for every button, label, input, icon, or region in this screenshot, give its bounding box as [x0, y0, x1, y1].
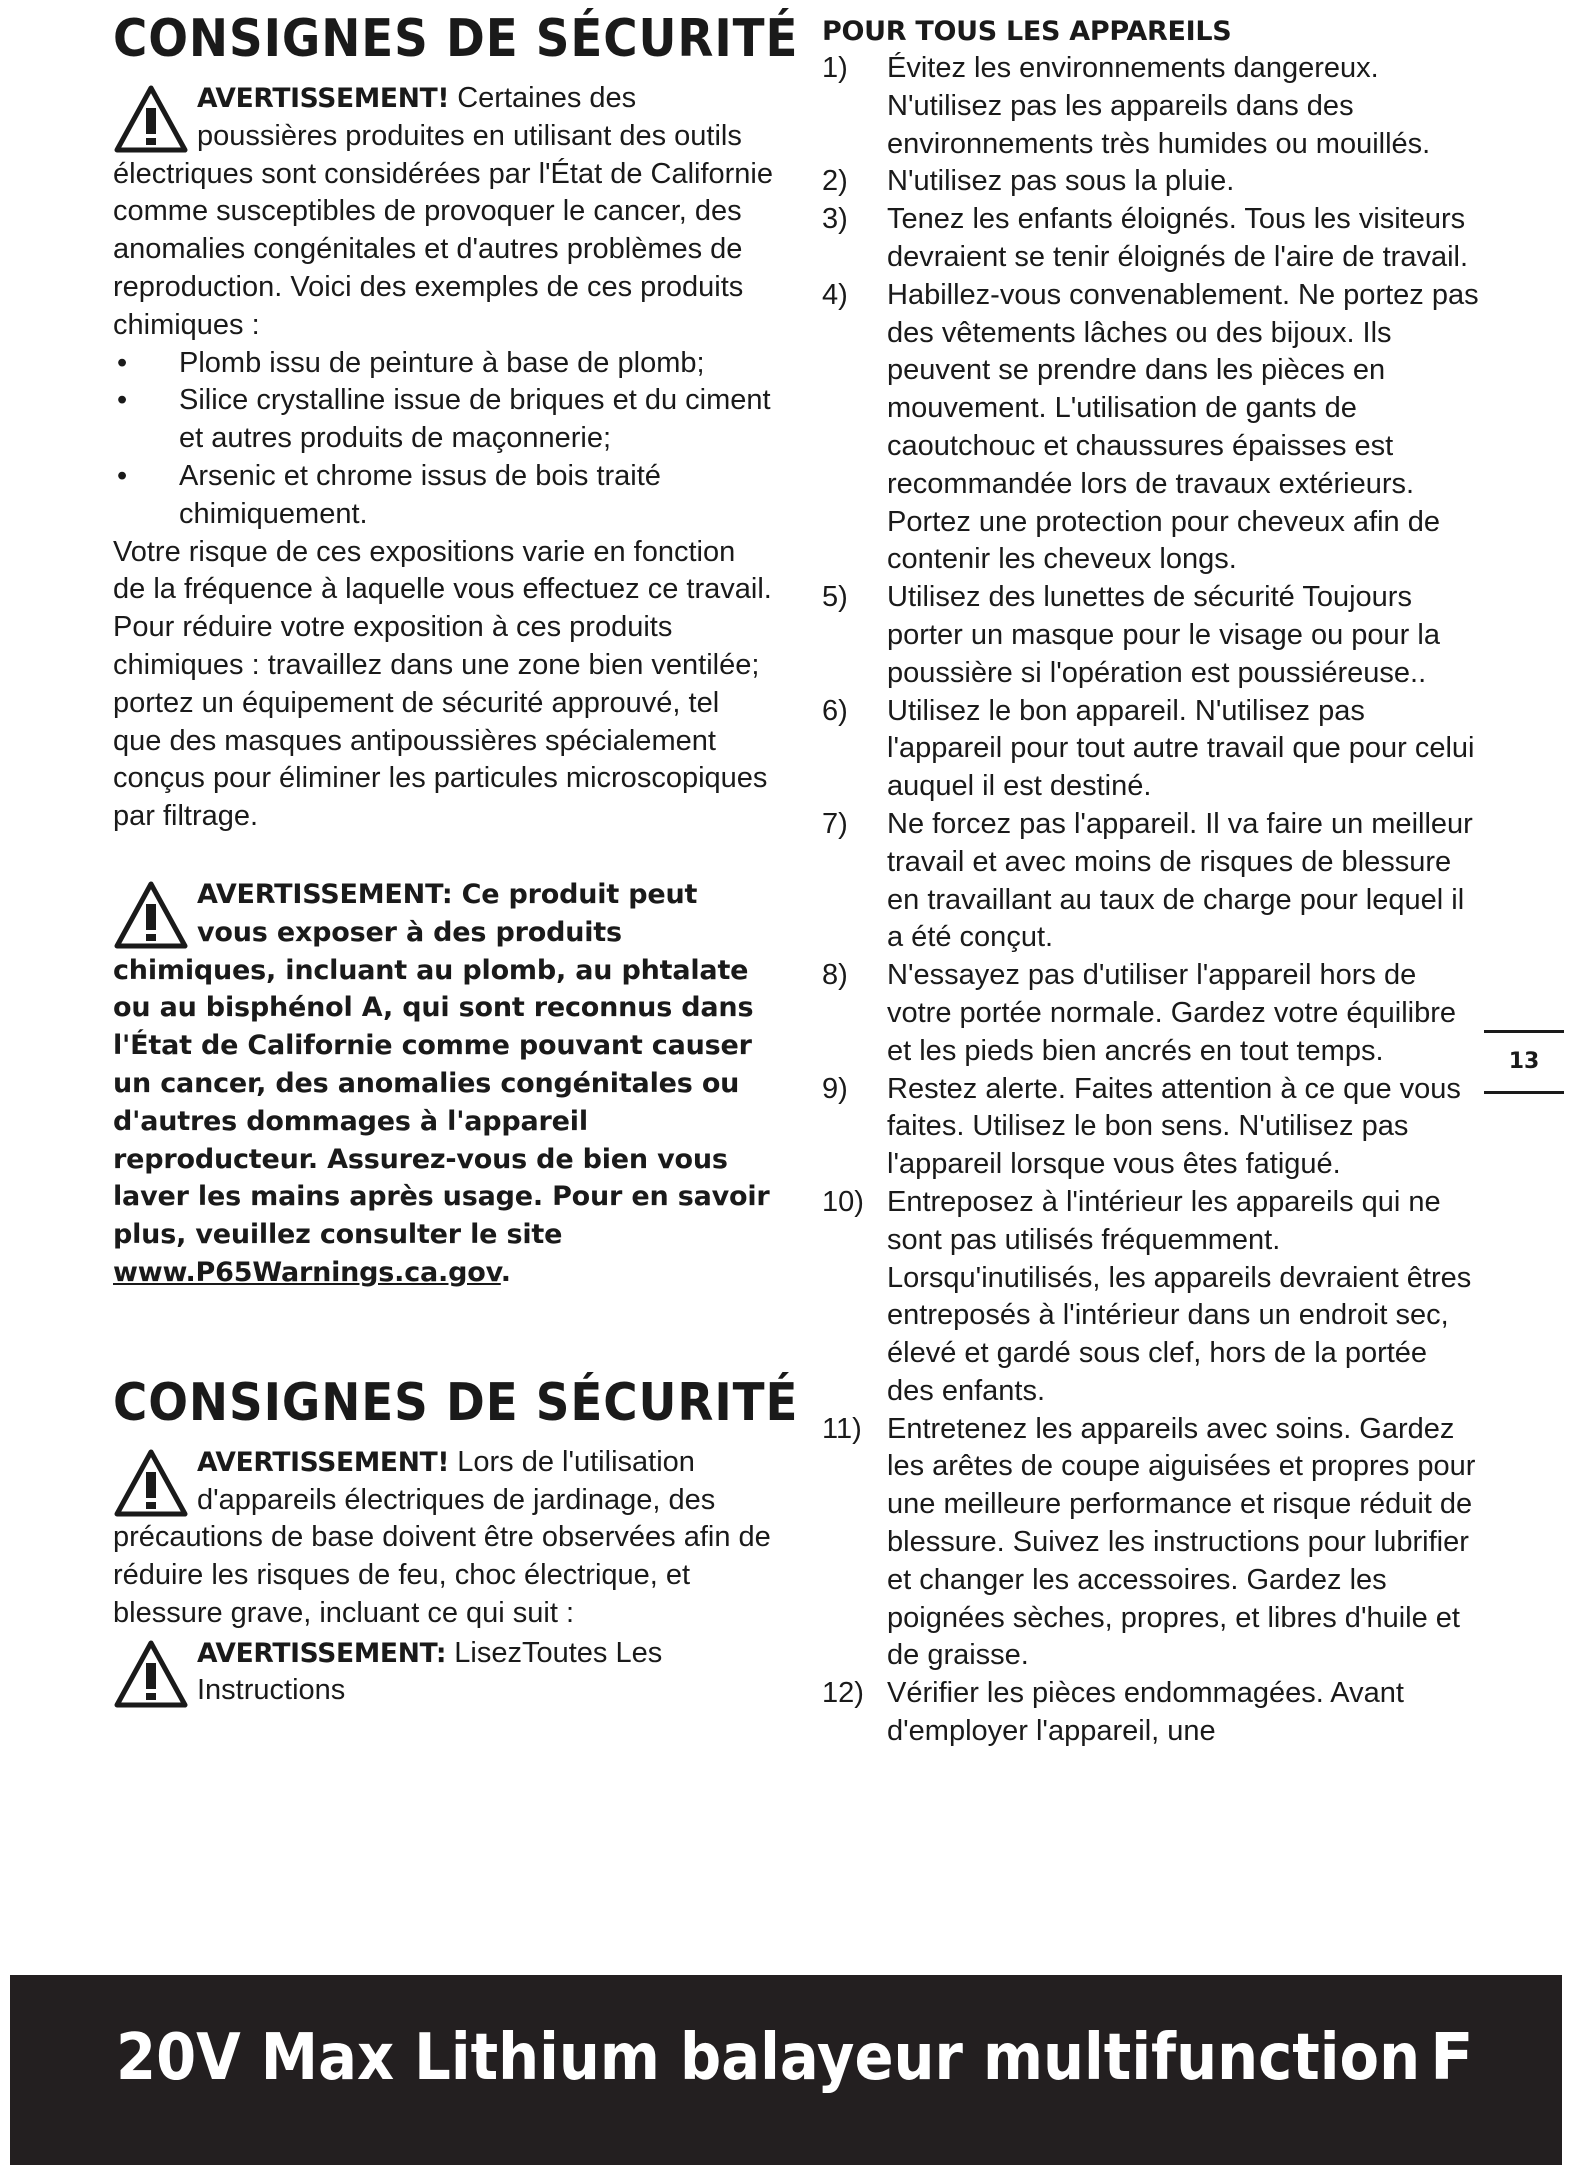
section-heading-1: CONSIGNES DE SÉCURITÉ: [113, 9, 799, 69]
prop65-warning: [113, 876, 773, 1292]
warning-first-line: AVERTISSEMENT: LisezToutes Les: [197, 1636, 663, 1669]
list-item: 12) Vérifier les pièces endommagées. Avant d'employer l'appareil, une: [822, 1677, 1404, 1748]
right-column: [822, 14, 1480, 1751]
footer-banner: [10, 1975, 1562, 2165]
language-letter: F: [1430, 2021, 1474, 2095]
warning-triangle-icon: [113, 1448, 189, 1520]
read-instructions-warning: [113, 1635, 773, 1711]
warning-label: AVERTISSEMENT!: [197, 1446, 450, 1478]
page-number-tab: [1484, 1030, 1564, 1094]
warning-text-rest: poussières produites en utilisant des outils électriques sont considérées par l'État de Californie comme susceptibles de provoquer le cancer, des anomalies congénitales et d'autres problèmes de reproduction. Voici des exemples de ces produits chimiques :: [113, 119, 774, 341]
warning-triangle-icon: [113, 84, 189, 156]
list-item: 8) N'essayez pas d'utiliser l'appareil hors de votre portée normale. Gardez votre équilibre et les pieds bien ancrés en tout temps.: [822, 959, 1457, 1067]
warning-triangle-icon: [113, 1639, 189, 1711]
warning-first-line: AVERTISSEMENT! Lors de l'utilisation: [197, 1445, 695, 1478]
exposure-paragraph: Votre risque de ces expositions varie en fonction de la fréquence à laquelle vous effectuez ce travail. Pour réduire votre exposition à ces produits chimiques : travaillez dans une zone bien ventilée; portez un équipement de sécurité approuvé, tel que des masques antipoussières spécialement conçus pour éliminer les particules microscopiques par filtrage.: [113, 535, 772, 833]
section-heading-2: CONSIGNES DE SÉCURITÉ: [113, 1372, 799, 1433]
list-item: • Silice crystalline issue de briques et du ciment et autres produits de maçonnerie;: [117, 384, 771, 455]
safety-rules-list: [822, 50, 1480, 1751]
p65-warnings-link[interactable]: www.P65Warnings.ca.gov: [113, 1256, 501, 1288]
warning-body: d'appareils électriques de jardinage, des précautions de base doivent être observées afin de réduire les risques de feu, choc électrique, et blessure grave, incluant ce qui suit :: [113, 1483, 771, 1629]
list-item: 2) N'utilisez pas sous la pluie.: [822, 165, 1235, 198]
list-item: 7) Ne forcez pas l'appareil. Il va faire un meilleur travail et avec moins de risques de blessure en travaillant au taux de charge pour lequel il a été conçut.: [822, 807, 1473, 954]
list-item: • Arsenic et chrome issus de bois traité chimiquement.: [117, 459, 661, 530]
warning-label: AVERTISSEMENT!: [197, 83, 450, 114]
list-item: 10) Entreposez à l'intérieur les appareils qui ne sont pas utilisés fréquemment. Lorsqu'inutilisés, les appareils devraient êtres entreposés à l'intérieur dans un endroit sec, élevé et gardé sous clef, hors de la portée des enfants.: [822, 1185, 1472, 1407]
warning-label: AVERTISSEMENT:: [197, 1637, 447, 1669]
divider: [1484, 1091, 1564, 1094]
chemicals-list: [113, 345, 773, 534]
warning-body: [113, 118, 773, 345]
california-dust-warning: [113, 80, 773, 345]
list-item: 9) Restez alerte. Faites attention à ce que vous faites. Utilisez le bon sens. N'utilisez pas l'appareil lorsque vous êtes fatigué.: [822, 1072, 1461, 1181]
left-column: [113, 9, 799, 1710]
list-item: 1) Évitez les environnements dangereux. N'utilisez pas les appareils dans des environnements très humides ou mouillés.: [822, 52, 1431, 160]
list-item: 3) Tenez les enfants éloignés. Tous les visiteurs devraient se tenir éloignés de l'aire de travail.: [822, 203, 1469, 273]
list-item: • Plomb issu de peinture à base de plomb;: [117, 346, 705, 379]
warning-triangle-icon: [113, 880, 189, 952]
prop65-line-2: vous exposer à des produits: [197, 916, 622, 948]
warning-text-start: Certaines des: [449, 82, 637, 114]
garden-appliance-warning: [113, 1444, 773, 1633]
page-number: 13: [1508, 1049, 1540, 1074]
list-item: 6) Utilisez le bon appareil. N'utilisez pas l'appareil pour tout autre travail que pour celui auquel il est destiné.: [822, 694, 1475, 803]
all-appliances-heading: POUR TOUS LES APPAREILS: [822, 16, 1232, 47]
prop65-line-1: AVERTISSEMENT: Ce produit peut: [197, 878, 698, 910]
prop65-body: chimiques, incluant au plomb, au phtalate ou au bisphénol A, qui sont reconnus dans l'État de Californie comme pouvant causer un cancer, des anomalies congénitales ou d'autres dommages à l'appareil reproducteur. Assurez-vous de bien vous laver les mains après usage. Pour en savoir plus, veuillez consulter le site www.P65Warnings.ca.gov.: [113, 954, 770, 1288]
list-item: 4) Habillez-vous convenablement. Ne portez pas des vêtements lâches ou des bijoux. Ils peuvent se prendre dans les pièces en mouvement. L'utilisation de gants de caoutchouc et chaussures épaisses est recommandée lors de travaux extérieurs. Portez une protection pour cheveux afin de contenir les cheveux longs.: [822, 278, 1479, 576]
list-item: 5) Utilisez des lunettes de sécurité Toujours porter un masque pour le visage ou pour la poussière si l'opération est poussiéreuse..: [822, 581, 1440, 689]
warning-second-line: Instructions: [197, 1674, 346, 1707]
list-item: 11) Entretenez les appareils avec soins. Gardez les arêtes de coupe aiguisées et propres pour une meilleure performance et risque réduit de blessure. Suivez les instructions pour lubrifier et changer les accessoires. Gardez les poignées sèches, propres, et libres d'huile et de graisse.: [822, 1412, 1476, 1672]
product-title: 20V Max Lithium balayeur multifunction: [116, 2021, 1421, 2095]
warning-first-line: [113, 80, 773, 118]
